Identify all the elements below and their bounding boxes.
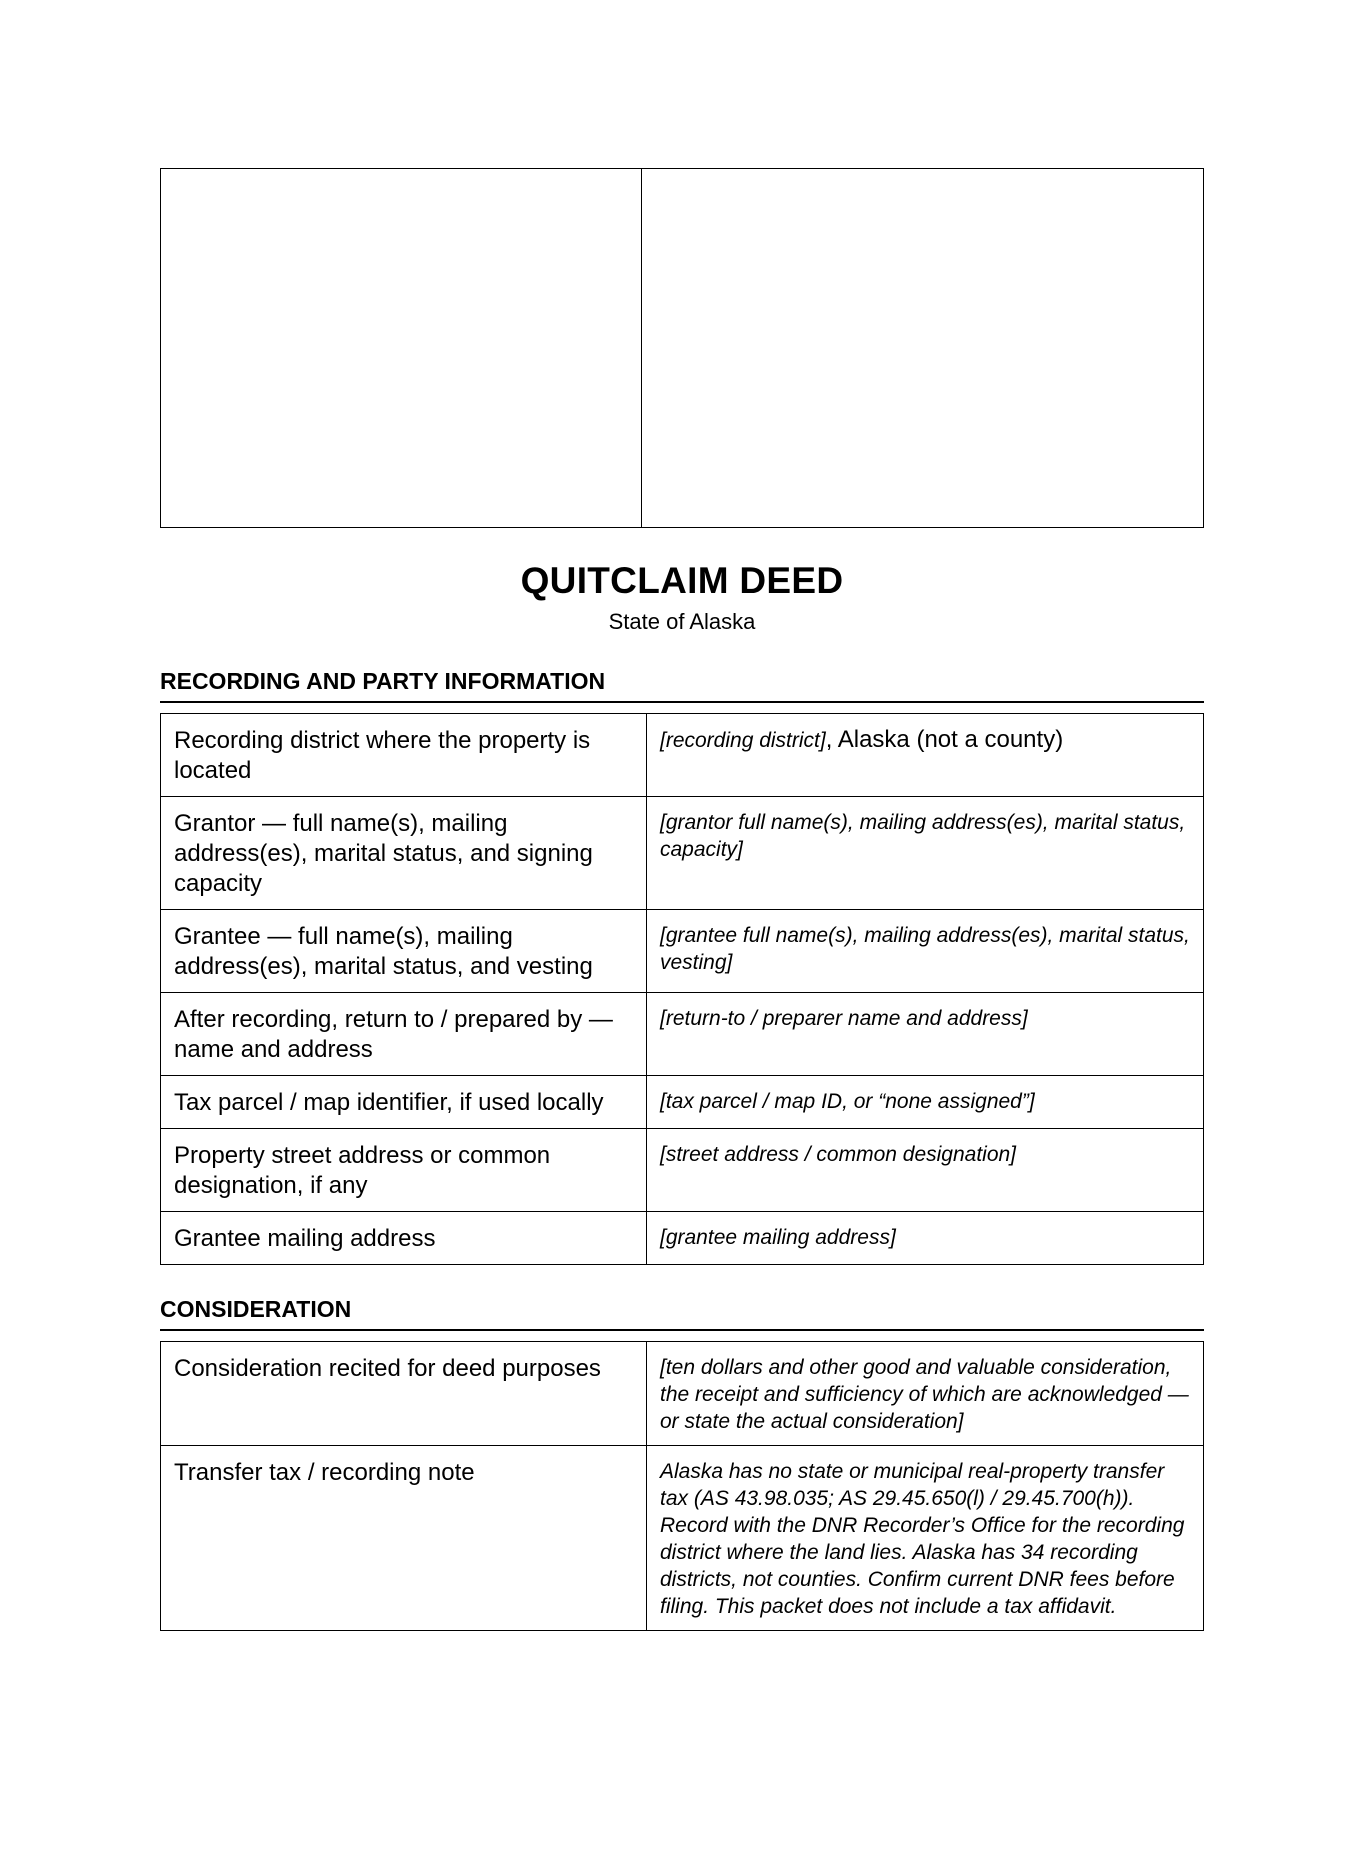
row-value: [647, 714, 1204, 797]
row-value: [grantee mailing address]: [647, 1212, 1204, 1265]
row-label: After recording, return to / prepared by — name and address: [161, 993, 647, 1076]
recording-box-left: [161, 169, 642, 527]
row-label: Consideration recited for deed purposes: [161, 1342, 647, 1446]
section-heading-consideration: CONSIDERATION: [160, 1295, 1204, 1331]
row-label: Transfer tax / recording note: [161, 1446, 647, 1631]
document-page: [160, 168, 1204, 1631]
row-value: [street address / common designation]: [647, 1129, 1204, 1212]
recording-stamp-area: [160, 168, 1204, 528]
table-row: [161, 714, 1204, 797]
document-subtitle: State of Alaska: [608, 609, 756, 634]
row-value: [return-to / preparer name and address]: [647, 993, 1204, 1076]
row-label: Recording district where the property is located: [161, 714, 647, 797]
recording-party-table: [160, 713, 1204, 1265]
table-row: [161, 1342, 1204, 1446]
row-value: [ten dollars and other good and valuable consideration, the receipt and sufficiency of which are acknowledged — or state the actual consideration]: [647, 1342, 1204, 1446]
document-title: QUITCLAIM DEED: [520, 560, 844, 601]
row-label: Grantee — full name(s), mailing address(es), marital status, and vesting: [161, 910, 647, 993]
row-label: Property street address or common designation, if any: [161, 1129, 647, 1212]
table-row: [161, 1129, 1204, 1212]
section-heading-recording: RECORDING AND PARTY INFORMATION: [160, 667, 1204, 703]
table-row: [161, 1212, 1204, 1265]
row-value: [grantor full name(s), mailing address(es), marital status, capacity]: [647, 797, 1204, 910]
row-label: Grantor — full name(s), mailing address(es), marital status, and signing capacity: [161, 797, 647, 910]
recording-box-right: [642, 169, 1203, 527]
row-value-suffix: , Alaska (not a county): [825, 726, 1064, 753]
row-label: Grantee mailing address: [161, 1212, 647, 1265]
consideration-table: [160, 1341, 1204, 1631]
row-value-placeholder: [recording district]: [660, 729, 826, 752]
table-row: [161, 1076, 1204, 1129]
table-row: [161, 797, 1204, 910]
row-value: [grantee full name(s), mailing address(es), marital status, vesting]: [647, 910, 1204, 993]
table-row: [161, 910, 1204, 993]
title-block: [160, 558, 1204, 636]
table-row: [161, 1446, 1204, 1631]
table-row: [161, 993, 1204, 1076]
row-value: [tax parcel / map ID, or “none assigned”]: [647, 1076, 1204, 1129]
row-label: Tax parcel / map identifier, if used locally: [161, 1076, 647, 1129]
row-value: Alaska has no state or municipal real-property transfer tax (AS 43.98.035; AS 29.45.650(l) / 29.45.700(h)). Record with the DNR Recorder’s Office for the recording district where the land lies. Alaska has 34 recording districts, not counties. Confirm current DNR fees before filing. This packet does not include a tax affidavit.: [647, 1446, 1204, 1631]
